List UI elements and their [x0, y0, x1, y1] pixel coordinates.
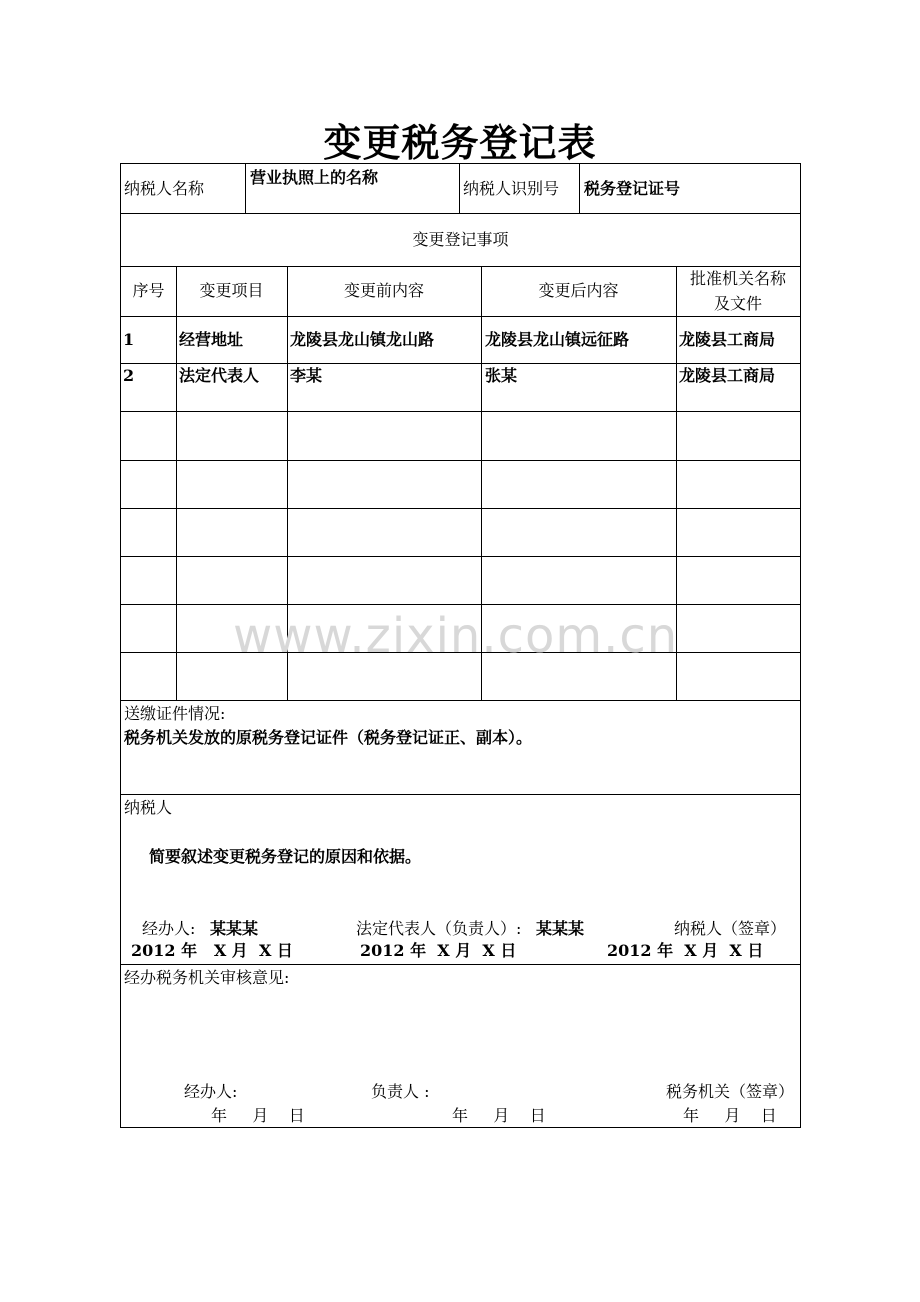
row-divider: [121, 604, 800, 605]
row-divider: [121, 411, 800, 412]
handler-label: 经办人:: [142, 919, 196, 938]
watermark: www.zixin.com.cn: [233, 608, 679, 664]
row-divider: [121, 508, 800, 509]
handler-date: 2012 年 X 月 X 日: [131, 941, 293, 960]
row2-before: 李某: [290, 366, 323, 385]
tax-id-label: 纳税人识别号: [463, 179, 560, 198]
row1-authority: 龙陵县工商局: [679, 330, 776, 349]
row-divider: [121, 316, 800, 317]
row-divider: [121, 700, 800, 701]
certificates-label: 送缴证件情况:: [124, 704, 226, 723]
taxpayer-label: 纳税人: [124, 798, 173, 817]
col-divider: [176, 266, 177, 700]
office-handler-label: 经办人:: [184, 1082, 238, 1101]
certificates-value: 税务机关发放的原税务登记证件（税务登记证正、副本）。: [124, 728, 533, 747]
seal-date: 2012 年 X 月 X 日: [607, 941, 764, 960]
office-responsible-date: 年 月 日: [452, 1106, 546, 1125]
row2-item: 法定代表人: [179, 366, 260, 385]
legal-rep-label: 法定代表人（负责人）:: [356, 919, 522, 938]
col-header-after: 变更后内容: [538, 281, 619, 300]
row2-authority: 龙陵县工商局: [679, 366, 776, 385]
taxpayer-name-value: 营业执照上的名称: [250, 168, 379, 187]
col-header-authority: 批准机关名称: [689, 269, 786, 288]
row-divider: [121, 213, 800, 214]
row1-item: 经营地址: [179, 330, 244, 349]
row2-index: 2: [123, 366, 135, 385]
row1-index: 1: [123, 330, 135, 349]
row-divider: [121, 460, 800, 461]
row-divider: [121, 794, 800, 795]
tax-office-opinion-label: 经办税务机关审核意见:: [124, 968, 290, 987]
row-divider: [121, 556, 800, 557]
col-header-item: 变更项目: [199, 281, 264, 300]
row-divider: [121, 266, 800, 267]
row-divider: [121, 964, 800, 965]
taxpayer-seal-label: 纳税人（签章）: [674, 919, 787, 938]
row-divider: [121, 363, 800, 364]
col-divider: [579, 164, 580, 213]
row1-before: 龙陵县龙山镇龙山路: [290, 330, 435, 349]
legal-rep-date: 2012 年 X 月 X 日: [360, 941, 517, 960]
change-reason: 简要叙述变更税务登记的原因和依据。: [149, 847, 422, 866]
office-seal-date: 年 月 日: [683, 1106, 777, 1125]
col-header-authority-doc: 及文件: [713, 294, 762, 313]
row2-after: 张某: [485, 366, 518, 385]
handler-name: 某某某: [210, 919, 259, 938]
col-header-before: 变更前内容: [343, 281, 424, 300]
section-title: 变更登记事项: [412, 230, 509, 249]
office-responsible-label: 负责人 :: [371, 1082, 430, 1101]
legal-rep-name: 某某某: [536, 919, 585, 938]
row1-after: 龙陵县龙山镇远征路: [485, 330, 630, 349]
office-handler-date: 年 月 日: [211, 1106, 305, 1125]
col-divider: [459, 164, 460, 213]
col-divider: [245, 164, 246, 213]
page-title: 变更税务登记表: [323, 120, 597, 165]
tax-id-value: 税务登记证号: [584, 179, 681, 198]
office-seal-label: 税务机关（签章）: [666, 1082, 795, 1101]
col-header-index: 序号: [132, 281, 165, 300]
taxpayer-name-label: 纳税人名称: [124, 179, 205, 198]
